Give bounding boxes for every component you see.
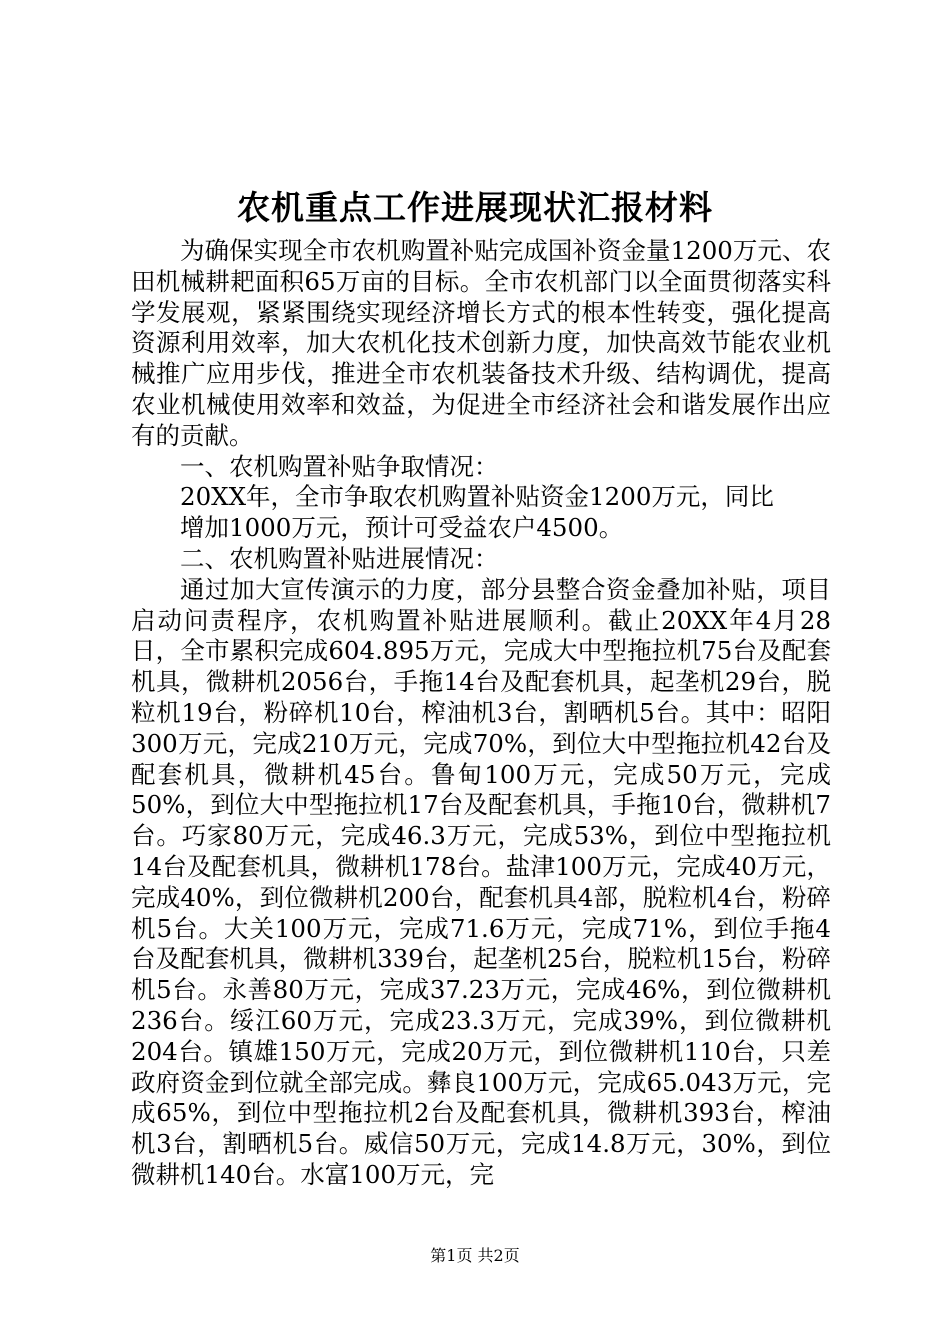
- page-footer: 第1页 共2页: [430, 1246, 520, 1265]
- intro-paragraph: 为确保实现全市农机购置补贴完成国补资金量1200万元、农田机械耕耙面积65万亩的目标。全市农机部门以全面贯彻落实科学发展观，紧紧围绕实现经济增长方式的根本性转变，强化提高资源利用效率，加大农机化技术创新力度，加快高效节能农业机械推广应用步伐，推进全市农机装备技术升级、结构调优，提高农业机械使用效率和效益，为促进全市经济社会和谐发展作出应有的贡献。: [131, 236, 831, 450]
- section-1-heading: 一、农机购置补贴争取情况：: [180, 451, 499, 481]
- section-1-line-1: 20XX年，全市争取农机购置补贴资金1200万元，同比: [180, 482, 774, 512]
- section-2-paragraph: 通过加大宣传演示的力度，部分县整合资金叠加补贴，项目启动问责程序，农机购置补贴进展顺利。截止20XX年4月28日，全市累积完成604.895万元，完成大中型拖拉机75台及配套机具，微耕机2056台，手拖14台及配套机具，起垄机29台，脱粒机19台，粉碎机10台，榨油机3台，割晒机5台。其中：昭阳300万元，完成210万元，完成70%，到位大中型拖拉机42台及配套机具，微耕机45台。鲁甸100万元，完成50万元，完成50%，到位大中型拖拉机17台及配套机具，手拖10台，微耕机7台。巧家80万元，完成46.3万元，完成53%，到位中型拖拉机14台及配套机具，微耕机178台。盐津100万元，完成40万元，完成40%，到位微耕机200台，配套机具4部，脱粒机4台，粉碎机5台。大关100万元，完成71.6万元，完成71%，到位手拖4台及配套机具，微耕机339台，起垄机25台，脱粒机15台，粉碎机5台。永善80万元，完成37.23万元，完成46%，到位微耕机236台。绥江60万元，完成23.3万元，完成39%，到位微耕机204台。镇雄150万元，完成20万元，到位微耕机110台，只差政府资金到位就全部完成。彝良100万元，完成65.043万元，完成65%，到位中型拖拉机2台及配套机具，微耕机393台，榨油机3台，割晒机5台。威信50万元，完成14.8万元，30%，到位微耕机140台。水富100万元，完: [131, 574, 831, 1189]
- section-1-line-2: 增加1000万元，预计可受益农户4500。: [180, 513, 624, 543]
- document-body: [131, 236, 831, 1191]
- section-2-heading: 二、农机购置补贴进展情况：: [180, 543, 499, 573]
- document-title: 农机重点工作进展现状汇报材料: [237, 188, 713, 227]
